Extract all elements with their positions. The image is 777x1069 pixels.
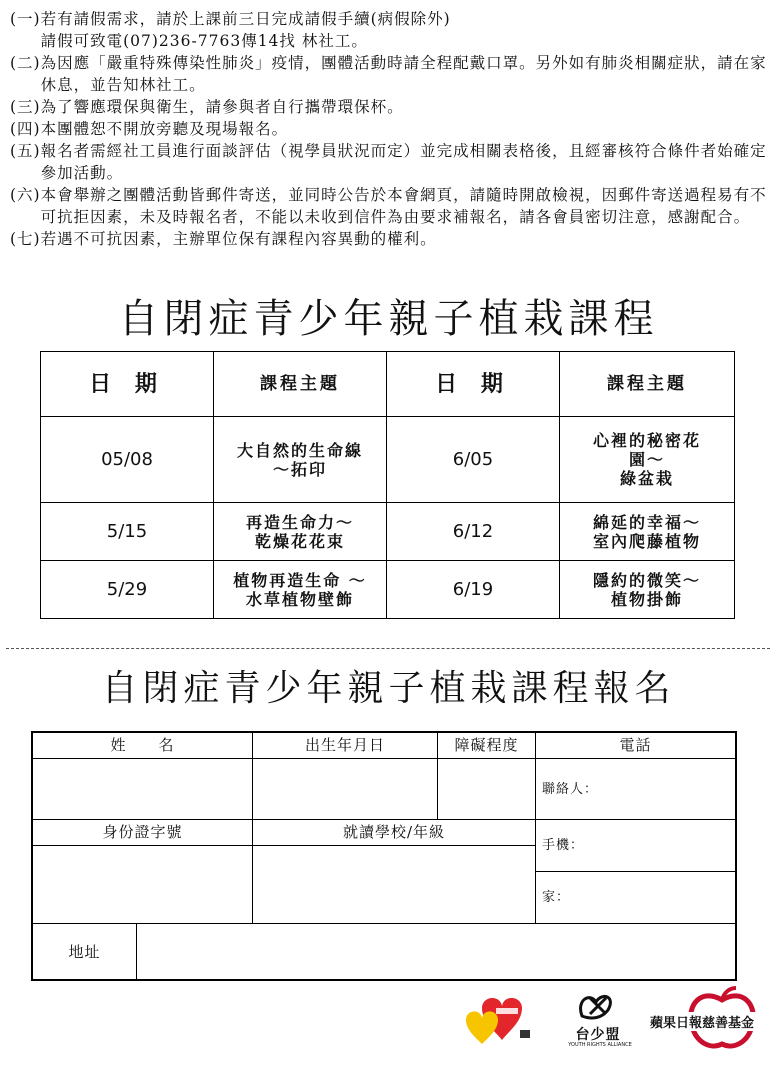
- birthday-field[interactable]: [252, 758, 437, 819]
- tsm-logo-icon: [568, 986, 628, 1026]
- note-item: [10, 118, 770, 140]
- note-text: 若有請假需求，請於上課前三日完成請假手續(病假除外) 請假可致電(07)236-7763傳14找 林社工。: [40, 10, 451, 50]
- session-topic: 植物再造生命 ～ 水草植物壁飾: [214, 561, 387, 619]
- tsm-logo-text: 台少盟: [575, 1027, 621, 1043]
- note-number: (五): [10, 142, 41, 160]
- session-topic: 隱約的微笑～ 植物掛飾: [560, 561, 735, 619]
- session-topic: 綿延的幸福～ 室內爬藤植物: [560, 503, 735, 561]
- cut-line: [6, 648, 770, 649]
- column-header-date: 日 期: [387, 352, 560, 417]
- note-number: (四): [10, 120, 41, 138]
- registration-title: 自閉症青少年親子植栽課程報名: [101, 668, 676, 709]
- disability-label: 障礙程度: [437, 733, 535, 758]
- id-number-field[interactable]: [33, 845, 252, 923]
- schedule-header-row: [41, 352, 735, 417]
- note-text: 若遇不可抗因素，主辦單位保有課程內容異動的權利。: [40, 230, 437, 248]
- school-label: 就讀學校/年級: [252, 819, 535, 845]
- note-text: 為因應「嚴重特殊傳染性肺炎」疫情，團體活動時請全程配戴口罩。另外如有肺炎相關症狀，請在家休息，並告知林社工。: [40, 54, 767, 94]
- note-item: [10, 8, 770, 52]
- name-field[interactable]: [33, 758, 252, 819]
- note-item: [10, 140, 770, 184]
- mobile-field[interactable]: 手機：: [535, 819, 735, 871]
- note-item: [10, 96, 770, 118]
- column-header-topic: 課程主題: [214, 352, 387, 417]
- note-text: 本會舉辦之團體活動皆郵件寄送，並同時公告於本會網頁，請隨時開啟檢視，因郵件寄送過程易有不可抗拒因素，未及時報名者，不能以未收到信件為由要求補報名，請各會員密切注意，感謝配合。: [40, 186, 767, 226]
- note-number: (三): [10, 98, 41, 116]
- schedule-row: [41, 503, 735, 561]
- session-date: 6/12: [387, 503, 560, 561]
- note-number: (一): [10, 10, 41, 28]
- school-field[interactable]: [252, 845, 535, 923]
- column-header-date: 日 期: [41, 352, 214, 417]
- session-date: 5/29: [41, 561, 214, 619]
- note-text: 報名者需經社工員進行面談評估（視學員狀況而定）並完成相關表格後，且經審核符合條件者始確定參加活動。: [40, 142, 767, 182]
- home-field[interactable]: 家：: [535, 871, 735, 923]
- course-title: 自閉症青少年親子植栽課程: [118, 296, 659, 342]
- sponsor-logos: [460, 986, 760, 1056]
- note-text: 為了響應環保與衛生，請參與者自行攜帶環保杯。: [40, 98, 404, 116]
- address-field[interactable]: [136, 923, 735, 979]
- session-date: 6/19: [387, 561, 560, 619]
- note-number: (七): [10, 230, 41, 248]
- birthday-label: 出生年月日: [252, 733, 437, 758]
- registration-form: [31, 731, 737, 981]
- notes-list: [10, 8, 770, 250]
- session-date: 05/08: [41, 417, 214, 503]
- session-date: 5/15: [41, 503, 214, 561]
- address-label: 地址: [33, 923, 136, 979]
- name-label: 姓 名: [110, 736, 175, 754]
- schedule-row: [41, 417, 735, 503]
- note-item: [10, 184, 770, 228]
- apple-logo-text: 蘋果日報慈善基金: [647, 1012, 757, 1031]
- schedule-table: [40, 351, 735, 619]
- session-date: 6/05: [387, 417, 560, 503]
- session-topic: 心裡的秘密花 園～ 綠盆栽: [560, 417, 735, 503]
- note-number: (六): [10, 186, 41, 204]
- contact-field[interactable]: 聯絡人：: [535, 758, 735, 819]
- phone-label: 電話: [535, 733, 735, 758]
- schedule-row: [41, 561, 735, 619]
- note-item: [10, 228, 770, 250]
- column-header-topic: 課程主題: [560, 352, 735, 417]
- lottery-heart-logo: [460, 990, 545, 1054]
- session-topic: 再造生命力～ 乾燥花花束: [214, 503, 387, 561]
- note-text: 本團體恕不開放旁聽及現場報名。: [40, 120, 289, 138]
- tsm-logo-en: YOUTH RIGHTS ALLIANCE: [568, 1042, 632, 1048]
- session-topic: 大自然的生命線 ～拓印: [214, 417, 387, 503]
- note-number: (二): [10, 54, 41, 72]
- disability-field[interactable]: [437, 758, 535, 819]
- note-item: [10, 52, 770, 96]
- id-number-label: 身份證字號: [33, 819, 252, 845]
